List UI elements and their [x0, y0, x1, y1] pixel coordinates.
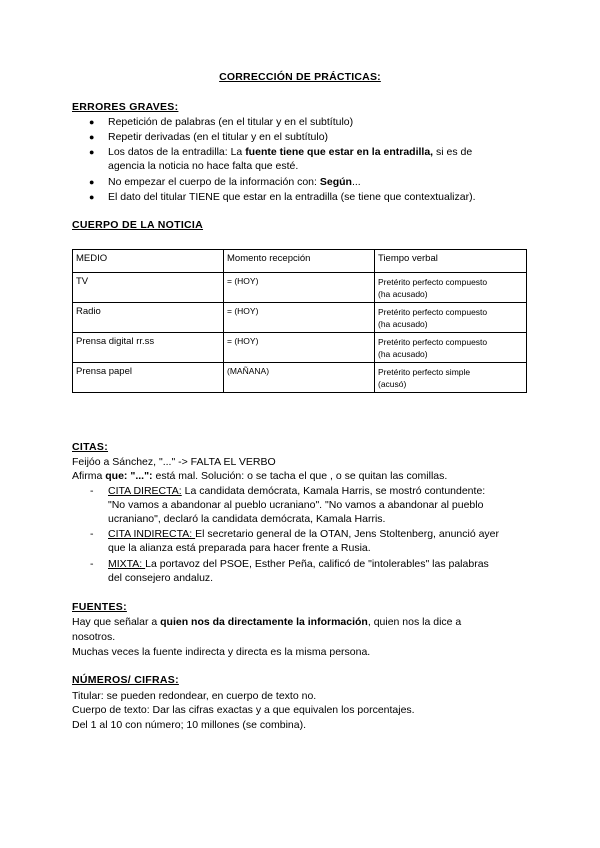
- cuerpo-heading: CUERPO DE LA NOTICIA: [72, 219, 204, 231]
- numeros-line-2: Cuerpo de texto: Dar las cifras exactas y a que equivalen los porcentajes.: [72, 704, 415, 716]
- errores-item-3-cont: agencia la noticia no hace falta que esté.: [108, 160, 299, 172]
- table-header-cell: Momento recepción: [224, 250, 375, 273]
- table-row: [73, 363, 527, 393]
- citas-line-2: Afirma que: "...": está mal. Solución: o se tacha el que , o se quitan las comillas.: [72, 470, 448, 482]
- dash-icon: -: [90, 528, 94, 540]
- citas-heading: CITAS:: [72, 441, 109, 453]
- numeros-heading: NÚMEROS/ CIFRAS:: [72, 674, 179, 686]
- bullet-icon: ●: [89, 177, 95, 187]
- table-cell-momento: = (HOY): [224, 333, 375, 363]
- cita-mixta-l2: del consejero andaluz.: [108, 572, 214, 584]
- table-row: [73, 273, 527, 303]
- cita-directa-l2: "No vamos a abandonar al pueblo ucraniano". "No vamos a abandonar al pueblo: [108, 499, 484, 511]
- citas-line-1: Feijóo a Sánchez, "..." -> FALTA EL VERBO: [72, 456, 276, 468]
- table-header-cell: MEDIO: [73, 250, 224, 273]
- errores-item-1: Repetición de palabras (en el titular y en el subtítulo): [108, 116, 354, 128]
- table-cell-medio: TV: [73, 273, 224, 303]
- fuentes-line-3: Muchas veces la fuente indirecta y directa es la misma persona.: [72, 646, 371, 658]
- table-cell-momento: = (HOY): [224, 303, 375, 333]
- table-cell-medio: Prensa papel: [73, 363, 224, 393]
- numeros-line-1: Titular: se pueden redondear, en cuerpo de texto no.: [72, 690, 317, 702]
- bullet-icon: ●: [89, 117, 95, 127]
- cita-mixta: MIXTA: La portavoz del PSOE, Esther Peña, calificó de "intolerables" las palabras: [108, 558, 489, 570]
- table-cell-verbo: Pretérito perfecto compuesto (ha acusado): [375, 303, 527, 333]
- table-cell-momento: = (HOY): [224, 273, 375, 303]
- table-row: [73, 333, 527, 363]
- table-header-cell: Tiempo verbal: [375, 250, 527, 273]
- bullet-icon: ●: [89, 147, 95, 157]
- fuentes-line-1: Hay que señalar a quien nos da directamente la información, quien nos la dice a: [72, 616, 462, 628]
- table-cell-verbo: Pretérito perfecto compuesto (ha acusado): [375, 273, 527, 303]
- table-row: [73, 303, 527, 333]
- bullet-icon: ●: [89, 132, 95, 142]
- cita-directa: CITA DIRECTA: La candidata demócrata, Kamala Harris, se mostró contundente:: [108, 485, 486, 497]
- table-cell-verbo: Pretérito perfecto simple (acusó): [375, 363, 527, 393]
- errores-item-2: Repetir derivadas (en el titular y en el subtítulo): [108, 131, 329, 143]
- table-cell-verbo: Pretérito perfecto compuesto (ha acusado): [375, 333, 527, 363]
- numeros-line-3: Del 1 al 10 con número; 10 millones (se combina).: [72, 719, 307, 731]
- table-cell-momento: (MAÑANA): [224, 363, 375, 393]
- errores-item-5: El dato del titular TIENE que estar en la entradilla (se tiene que contextualizar).: [108, 191, 476, 203]
- page-title: CORRECCIÓN DE PRÁCTICAS:: [219, 71, 381, 83]
- dash-icon: -: [90, 558, 94, 570]
- table-cell-medio: Radio: [73, 303, 224, 333]
- errores-item-4: No empezar el cuerpo de la información con: Según...: [108, 176, 361, 188]
- bullet-icon: ●: [89, 192, 95, 202]
- cita-indirecta-l2: que la alianza está preparada para hacer frente a Rusia.: [108, 542, 371, 554]
- errores-heading: ERRORES GRAVES:: [72, 101, 179, 113]
- table-header-row: [73, 250, 527, 273]
- errores-item-3: Los datos de la entradilla: La fuente tiene que estar en la entradilla, si es de: [108, 146, 473, 158]
- fuentes-heading: FUENTES:: [72, 601, 127, 613]
- fuentes-line-2: nosotros.: [72, 631, 116, 643]
- dash-icon: -: [90, 485, 94, 497]
- cita-directa-l3: ucraniano", declaró la candidata demócrata, Kamala Harris.: [108, 513, 386, 525]
- table-cell-medio: Prensa digital rr.ss: [73, 333, 224, 363]
- medios-table: [72, 249, 527, 393]
- cita-indirecta: CITA INDIRECTA: El secretario general de la OTAN, Jens Stoltenberg, anunció ayer: [108, 528, 500, 540]
